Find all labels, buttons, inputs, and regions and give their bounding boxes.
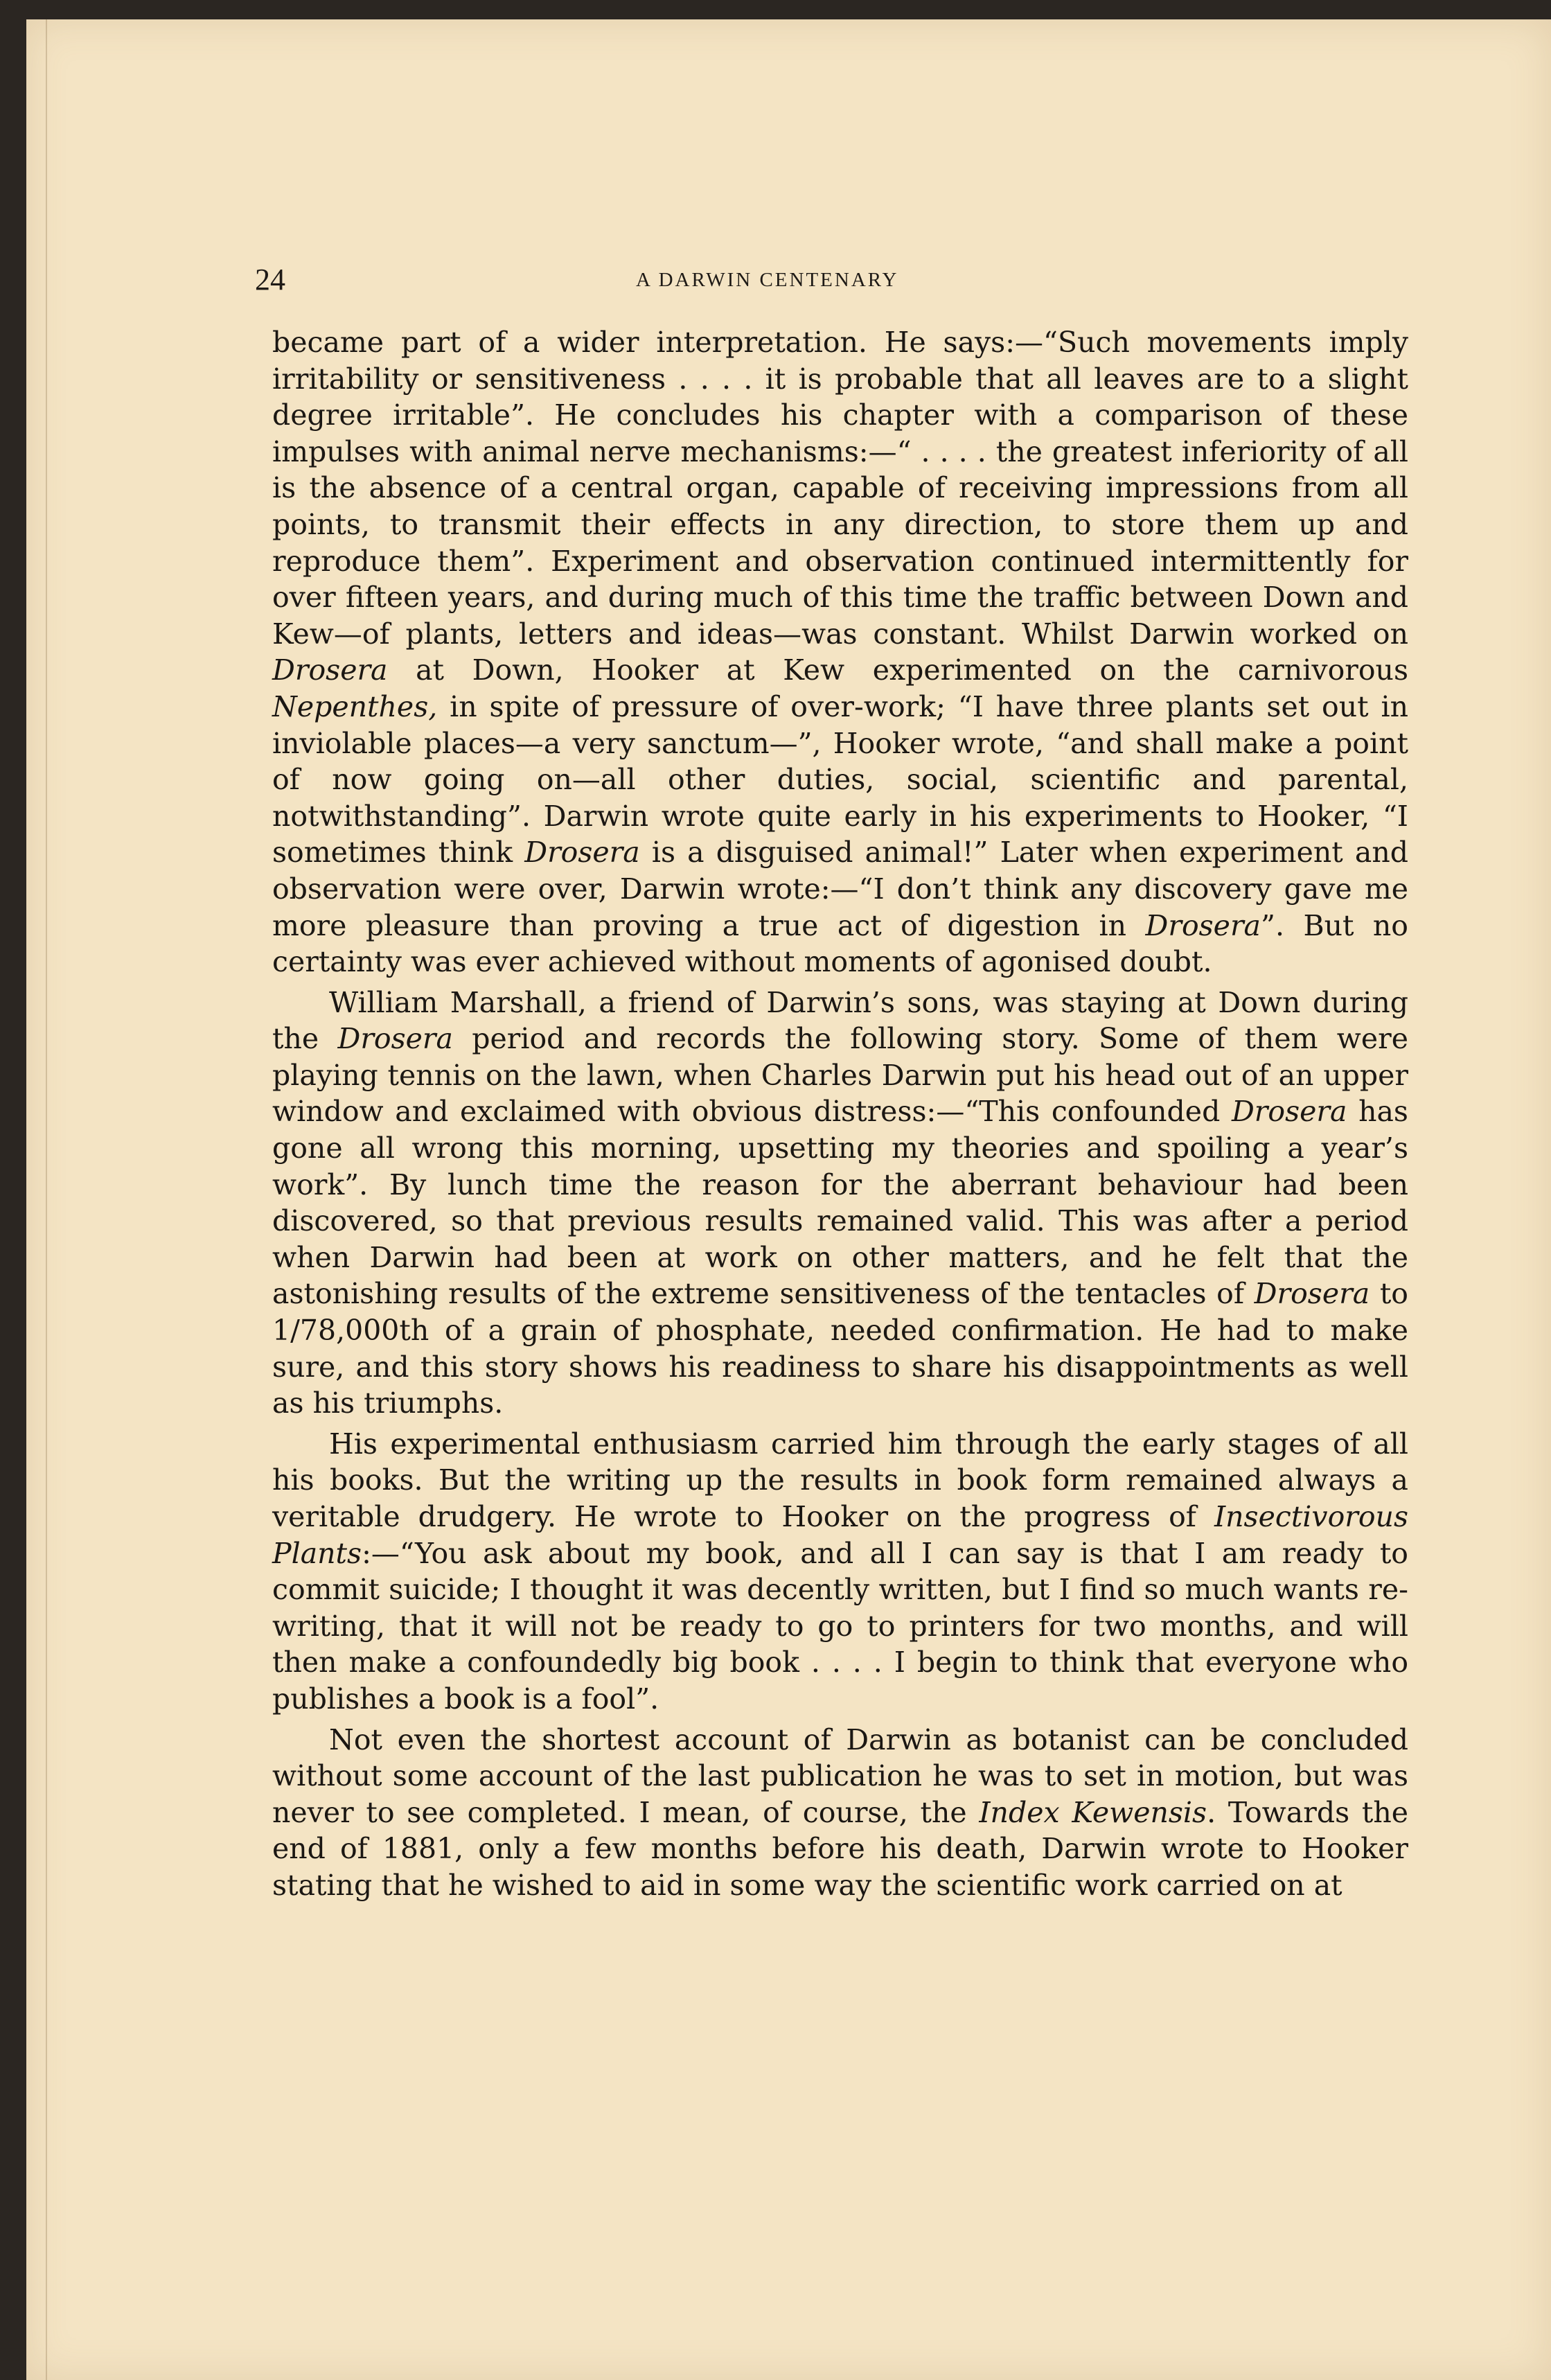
italic-text: Index Kewensis — [979, 1795, 1207, 1829]
text-run: Not even the shortest account of Darwin as botanist can be concluded without some account of the last publication he was to set in motion, but was never to see completed. I mean, of course, the — [272, 1722, 1408, 1829]
text-run: . Towards the end of 1881, only a few months before his death, Darwin wrote to Hooker stating that he wished to aid in some way the scientific work carried on at — [272, 1795, 1408, 1902]
italic-text: Drosera — [524, 836, 640, 870]
paragraph — [272, 985, 1408, 1422]
italic-text: Drosera — [1254, 1277, 1370, 1311]
italic-text: Drosera — [1231, 1095, 1347, 1129]
page-edge-shadow — [46, 19, 47, 2380]
text-run: has gone all wrong this morning, upsetting my theories and spoiling a year’s work”. By lunch time the reason for the aberrant behaviour had been discovered, so that previous results remained valid. This was after a period when Darwin had been at work on other matters, and he felt that the astonishing results of the extreme sensitiveness of the tentacles of — [272, 1095, 1408, 1311]
text-run: is a disguised animal!” Later when experiment and observation were over, Darwin wrote:—“I don’t think any discovery gave me more pleasure than proving a true act of digestion in — [272, 836, 1409, 942]
paragraph — [272, 324, 1408, 980]
text-run: :—“You ask about my book, and all I can say is that I am ready to commit suicide; I thought it was decently written, but I find so much wants re-writing, that it will not be ready to go to printers for two months, and will then make a confoundedly big book . . . . I begin to think that everyone who publishes a book is a fool”. — [272, 1536, 1408, 1716]
text-run: His experimental enthusiasm carried him through the early stages of all his books. But the writing up the results in book form remained always a veritable drudgery. He wrote to Hooker on the progress of — [272, 1427, 1408, 1533]
italic-text: Drosera — [1145, 908, 1261, 942]
text-run: period and records the following story. Some of them were playing tennis on the lawn, when Charles Darwin put his head out of an upper window and exclaimed with obvious distress:—“This confounded — [272, 1022, 1408, 1129]
text-run: ”. But no certainty was ever achieved without moments of agonised doubt. — [272, 908, 1408, 979]
page-number: 24 — [255, 263, 285, 297]
italic-text: Insectivorous Plants — [272, 1500, 1408, 1570]
body-text — [272, 324, 1408, 1908]
text-run: at Down, Hooker at Kew experimented on the carnivorous — [387, 653, 1408, 687]
text-run: in spite of pressure of over-work; “I have three plants set out in inviolable places—a very sanctum—”, Hooker wrote, “and shall make a point of now going on—all other duties, social, scientific and parental, notwithstanding”. Darwin wrote quite early in his experiments to Hooker, “I sometimes think — [272, 689, 1408, 870]
paragraph — [272, 1722, 1408, 1904]
book-page — [26, 19, 1551, 2380]
italic-text: Drosera — [337, 1022, 453, 1056]
italic-text: Drosera — [272, 653, 388, 687]
running-title: A DARWIN CENTENARY — [636, 269, 899, 291]
text-run: William Marshall, a friend of Darwin’s sons, was staying at Down during the — [272, 985, 1408, 1056]
text-run: to 1/78,000th of a grain of phosphate, needed confirmation. He had to make sure, and this story shows his readiness to share his disappointments as well as his triumphs. — [272, 1277, 1408, 1420]
paragraph — [272, 1426, 1408, 1718]
italic-text: Nepenthes, — [272, 689, 438, 723]
text-run: became part of a wider interpretation. He says:—“Such movements imply irritability or sensitiveness . . . . it is probable that all leaves are to a slight degree irritable”. He concludes his chapter with a comparison of these impulses with animal nerve mechanisms:—“ . . . . the greatest inferiority of all is the absence of a central organ, capable of receiving impressions from all points, to transmit their effects in any direction, to store them up and reproduce them”. Experiment and observation continued intermittently for over fifteen years, and during much of this time the traffic between Down and Kew—of plants, letters and ideas—was constant. Whilst Darwin worked on — [272, 326, 1408, 651]
